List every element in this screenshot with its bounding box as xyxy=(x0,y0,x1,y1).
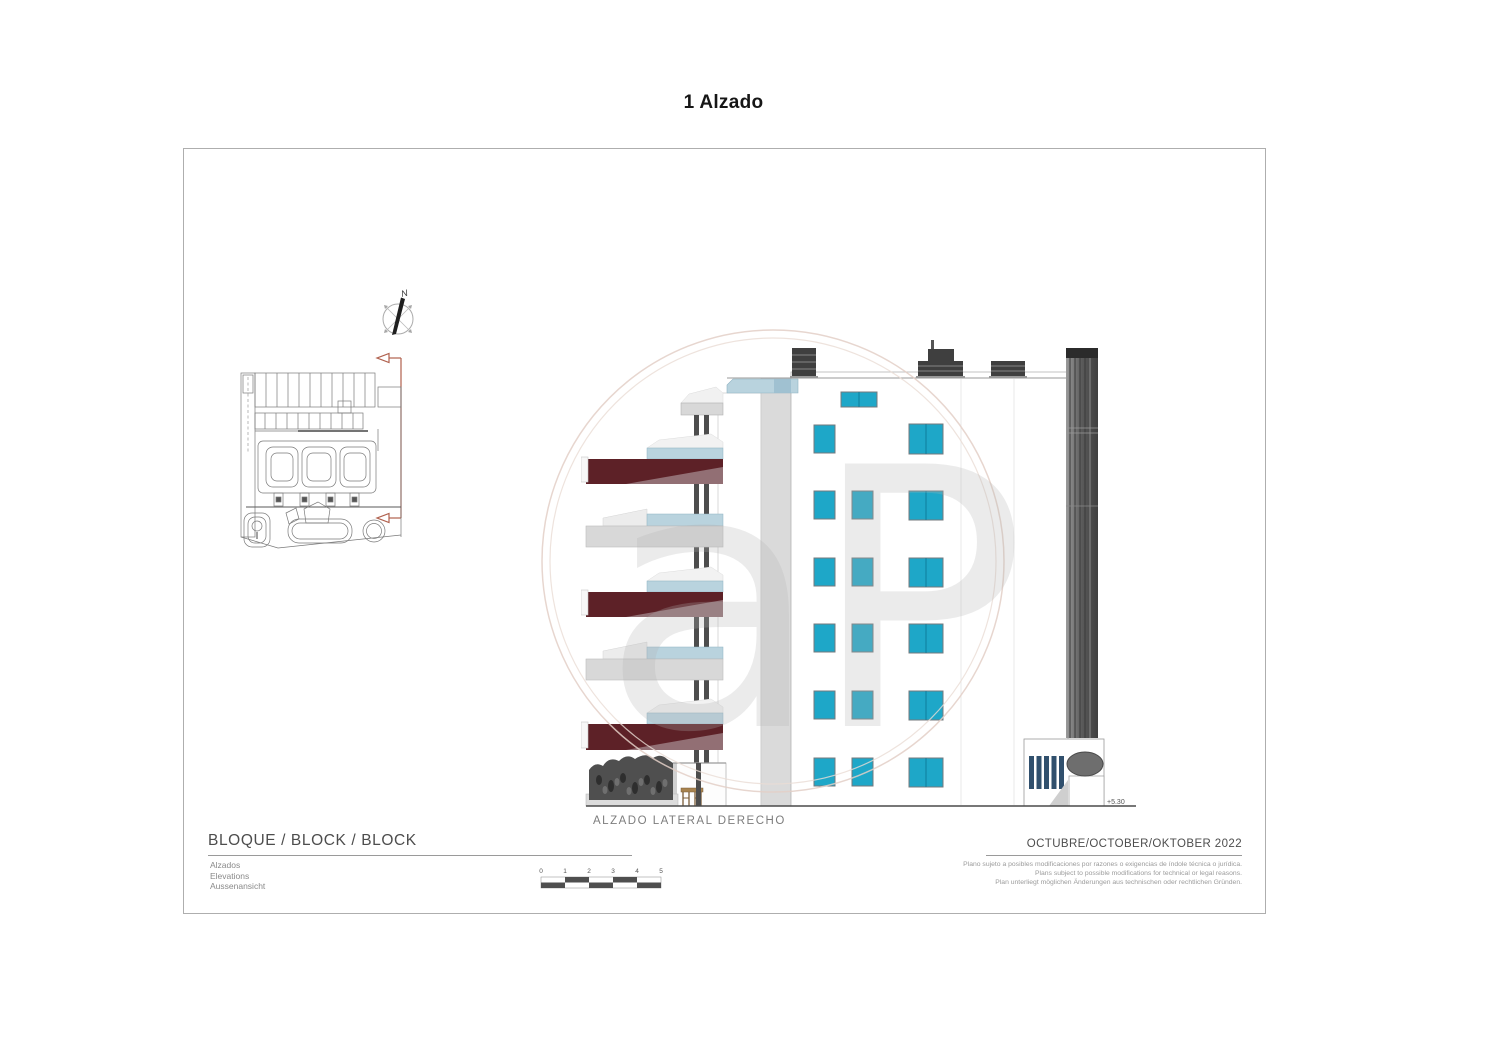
drawing-type-es: Alzados xyxy=(210,860,241,870)
drawing-type-de: Aussenansicht xyxy=(210,881,266,891)
drawing-type-labels xyxy=(210,860,265,892)
scale-label-3: 3 xyxy=(611,868,615,875)
elevation-drawing xyxy=(581,336,1146,831)
elevation-caption: ALZADO LATERAL DERECHO xyxy=(593,815,786,827)
scale-label-2: 2 xyxy=(587,868,591,875)
issue-date: OCTUBRE/OCTOBER/OKTOBER 2022 xyxy=(1026,838,1242,850)
disclaimer-es: Plano sujeto a posibles modificaciones por razones o exigencias de índole técnica o jurídica. xyxy=(963,861,1242,868)
scale-label-1: 1 xyxy=(563,868,567,875)
disclaimer xyxy=(912,861,1242,887)
drawing-frame xyxy=(183,148,1266,914)
parking-row-1 xyxy=(266,373,365,407)
building-connectors xyxy=(274,493,359,506)
page-title: 1 Alzado xyxy=(683,92,764,113)
scale-bar xyxy=(536,864,666,894)
block-title: BLOQUE / BLOCK / BLOCK xyxy=(208,832,417,849)
bush xyxy=(1067,752,1103,776)
scale-label-0: 0 xyxy=(539,868,543,875)
scale-label-5: 5 xyxy=(659,868,663,875)
hedge xyxy=(586,755,678,806)
disclaimer-de: Plan unterliegt möglichen Änderungen aus technischen oder rechtlichen Gründen. xyxy=(995,878,1242,886)
balconies xyxy=(581,387,723,806)
scale-label-4: 4 xyxy=(635,868,639,875)
roof-railing xyxy=(727,379,798,393)
chimney-stack xyxy=(1066,348,1098,738)
site-key-plan xyxy=(238,367,404,551)
watermark-text: aP xyxy=(601,392,1015,804)
recessed-wall-strip xyxy=(761,378,791,806)
level-annotation: +5.30 xyxy=(1107,799,1125,806)
parking-row-2 xyxy=(265,413,353,429)
compass-north-label: N xyxy=(400,287,409,299)
balcony-tower-wall xyxy=(718,393,761,806)
disclaimer-en: Plans subject to possible modifications for technical or legal reasons. xyxy=(1034,869,1242,877)
title-block-rule-right xyxy=(986,855,1242,856)
drawing-type-en: Elevations xyxy=(210,870,250,881)
balcony-end-caps xyxy=(581,457,588,748)
north-arrow-icon xyxy=(368,287,428,347)
title-block-rule-left xyxy=(208,855,632,856)
annex xyxy=(1024,739,1104,806)
